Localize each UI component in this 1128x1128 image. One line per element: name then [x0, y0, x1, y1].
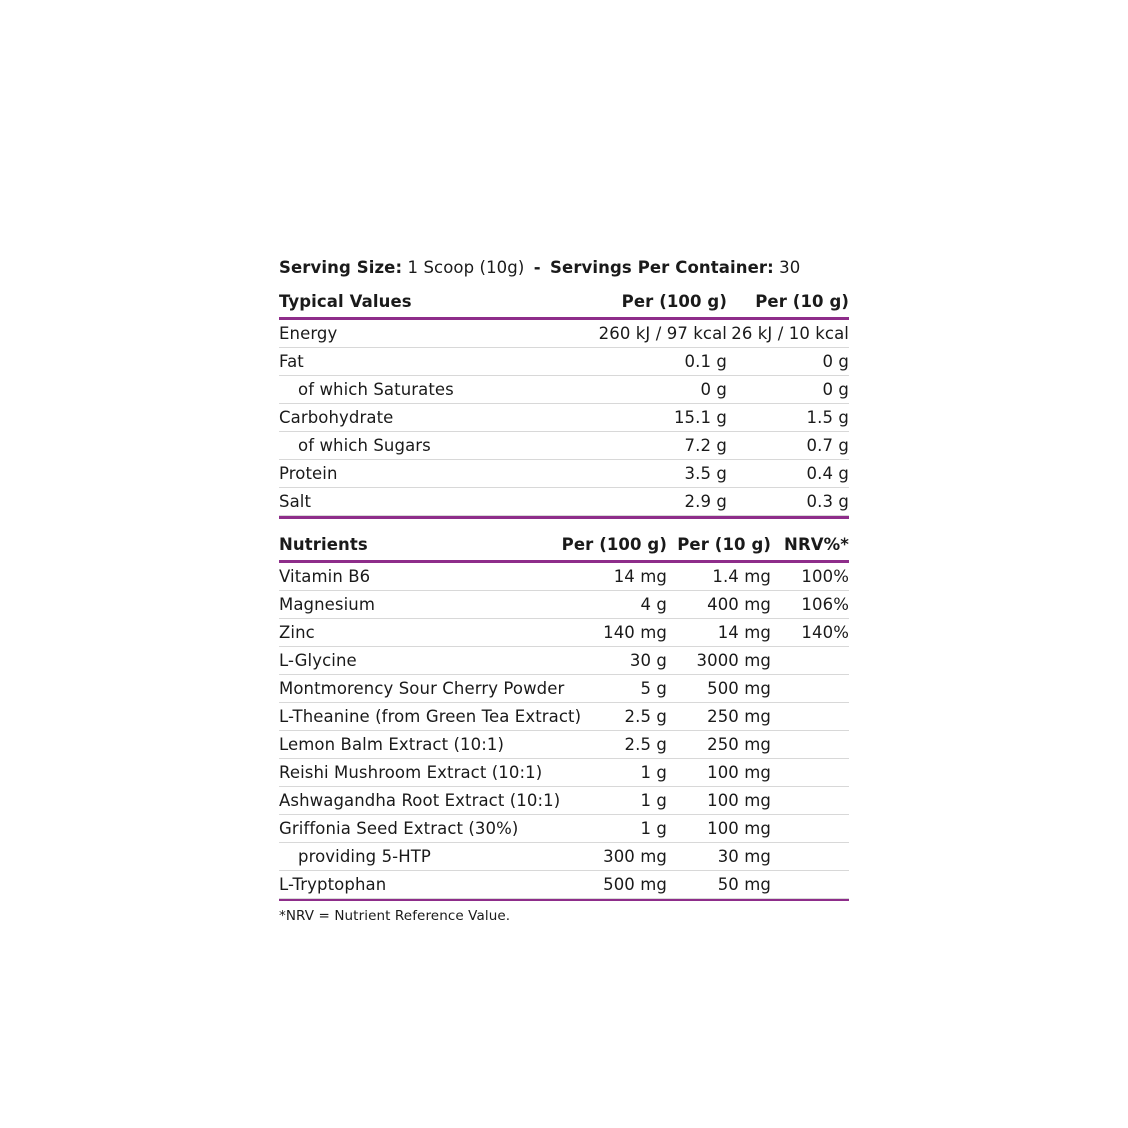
row-per10: 0.4 g: [727, 459, 849, 487]
serving-info: [279, 258, 849, 278]
table-row: [279, 870, 849, 898]
table-row: [279, 702, 849, 730]
nutrients-header-per100: Per (100 g): [561, 534, 667, 554]
row-per10: 0.3 g: [727, 487, 849, 515]
row-label: Magnesium: [279, 590, 559, 618]
row-per100: 1 g: [559, 814, 667, 842]
table-row: [279, 730, 849, 758]
row-label: Lemon Balm Extract (10:1): [279, 730, 559, 758]
row-per10: 250 mg: [667, 730, 771, 758]
serving-size-value: 1 Scoop (10g): [407, 258, 525, 277]
row-per10: 1.4 mg: [667, 563, 771, 591]
row-per100: 300 mg: [559, 842, 667, 870]
table-row: [279, 842, 849, 870]
row-nrv: [771, 702, 849, 730]
row-nrv: [771, 758, 849, 786]
nutrients-header-row: [279, 535, 849, 560]
nutrients-header-name: Nutrients: [279, 534, 368, 554]
nrv-footnote: *NRV = Nutrient Reference Value.: [279, 907, 511, 924]
row-per10: 400 mg: [667, 590, 771, 618]
table-row: [279, 487, 849, 515]
row-per10: 1.5 g: [727, 403, 849, 431]
row-per100: 0 g: [597, 375, 727, 403]
table-row: [279, 459, 849, 487]
row-nrv: [771, 814, 849, 842]
row-nrv: 140%: [771, 618, 849, 646]
row-per10: 100 mg: [667, 786, 771, 814]
row-nrv: [771, 674, 849, 702]
row-per100: 260 kJ / 97 kcal: [597, 320, 727, 348]
row-label: Protein: [279, 459, 597, 487]
row-nrv: [771, 870, 849, 898]
row-per100: 2.9 g: [597, 487, 727, 515]
servings-per-container-label: Servings Per Container:: [550, 258, 774, 277]
row-per100: 15.1 g: [597, 403, 727, 431]
typical-values-header-per100: Per (100 g): [621, 291, 727, 311]
table-row: [279, 590, 849, 618]
typical-values-header-row: [279, 292, 849, 317]
table-row: [279, 758, 849, 786]
typical-values-body: [279, 320, 849, 519]
row-label: of which Saturates: [279, 375, 597, 403]
row-per100: 5 g: [559, 674, 667, 702]
row-per10: 0 g: [727, 347, 849, 375]
row-per10: 30 mg: [667, 842, 771, 870]
row-label: Montmorency Sour Cherry Powder: [279, 674, 559, 702]
row-per10: 250 mg: [667, 702, 771, 730]
row-label: L-Glycine: [279, 646, 559, 674]
row-per100: 30 g: [559, 646, 667, 674]
nutrients-bottom-rule-row: [279, 898, 849, 901]
row-per100: 2.5 g: [559, 730, 667, 758]
row-label: Carbohydrate: [279, 403, 597, 431]
row-per100: 1 g: [559, 786, 667, 814]
row-per100: 2.5 g: [559, 702, 667, 730]
row-per100: 0.1 g: [597, 347, 727, 375]
nutrients-bottom-rule-cell: [279, 898, 849, 901]
table-gap: [279, 519, 849, 535]
servings-per-container-value: 30: [779, 258, 801, 277]
table-row: [279, 646, 849, 674]
row-label: Zinc: [279, 618, 559, 646]
row-per10: 0 g: [727, 375, 849, 403]
typical-values-header-per10: Per (10 g): [755, 291, 849, 311]
nutrients-table: [279, 535, 849, 901]
row-label: Fat: [279, 347, 597, 375]
table-row: [279, 786, 849, 814]
typical-values-header-name: Typical Values: [279, 291, 412, 311]
row-label: Salt: [279, 487, 597, 515]
row-label: Energy: [279, 320, 597, 348]
row-label: Vitamin B6: [279, 563, 559, 591]
serving-size-label: Serving Size:: [279, 258, 403, 277]
row-per100: 500 mg: [559, 870, 667, 898]
serving-separator: -: [533, 258, 541, 277]
row-label: Reishi Mushroom Extract (10:1): [279, 758, 559, 786]
table-row: [279, 563, 849, 591]
row-per10: 50 mg: [667, 870, 771, 898]
row-label: L-Tryptophan: [279, 870, 559, 898]
row-label: of which Sugars: [279, 431, 597, 459]
row-per100: 14 mg: [559, 563, 667, 591]
row-label: L-Theanine (from Green Tea Extract): [279, 702, 559, 730]
row-per10: 0.7 g: [727, 431, 849, 459]
row-nrv: 100%: [771, 563, 849, 591]
row-per10: 3000 mg: [667, 646, 771, 674]
row-label: providing 5-HTP: [279, 842, 559, 870]
row-per100: 4 g: [559, 590, 667, 618]
table-row: [279, 431, 849, 459]
nutrients-header-nrv: NRV%*: [784, 534, 849, 554]
nutrition-panel: [279, 258, 849, 924]
row-nrv: [771, 786, 849, 814]
row-per100: 3.5 g: [597, 459, 727, 487]
typical-values-table: [279, 292, 849, 519]
row-per100: 140 mg: [559, 618, 667, 646]
table-row: [279, 674, 849, 702]
row-label: Ashwagandha Root Extract (10:1): [279, 786, 559, 814]
nutrients-body: [279, 563, 849, 901]
table-row: [279, 320, 849, 348]
nutrients-header-per10: Per (10 g): [677, 534, 771, 554]
row-nrv: 106%: [771, 590, 849, 618]
table-row: [279, 375, 849, 403]
row-nrv: [771, 730, 849, 758]
table-row: [279, 347, 849, 375]
row-per10: 100 mg: [667, 758, 771, 786]
row-per10: 100 mg: [667, 814, 771, 842]
table-row: [279, 618, 849, 646]
table-row: [279, 814, 849, 842]
row-nrv: [771, 646, 849, 674]
row-per100: 1 g: [559, 758, 667, 786]
row-nrv: [771, 842, 849, 870]
row-per10: 500 mg: [667, 674, 771, 702]
row-per100: 7.2 g: [597, 431, 727, 459]
row-label: Griffonia Seed Extract (30%): [279, 814, 559, 842]
row-per10: 14 mg: [667, 618, 771, 646]
table-row: [279, 403, 849, 431]
row-per10: 26 kJ / 10 kcal: [727, 320, 849, 348]
accent-rule: [279, 899, 849, 901]
